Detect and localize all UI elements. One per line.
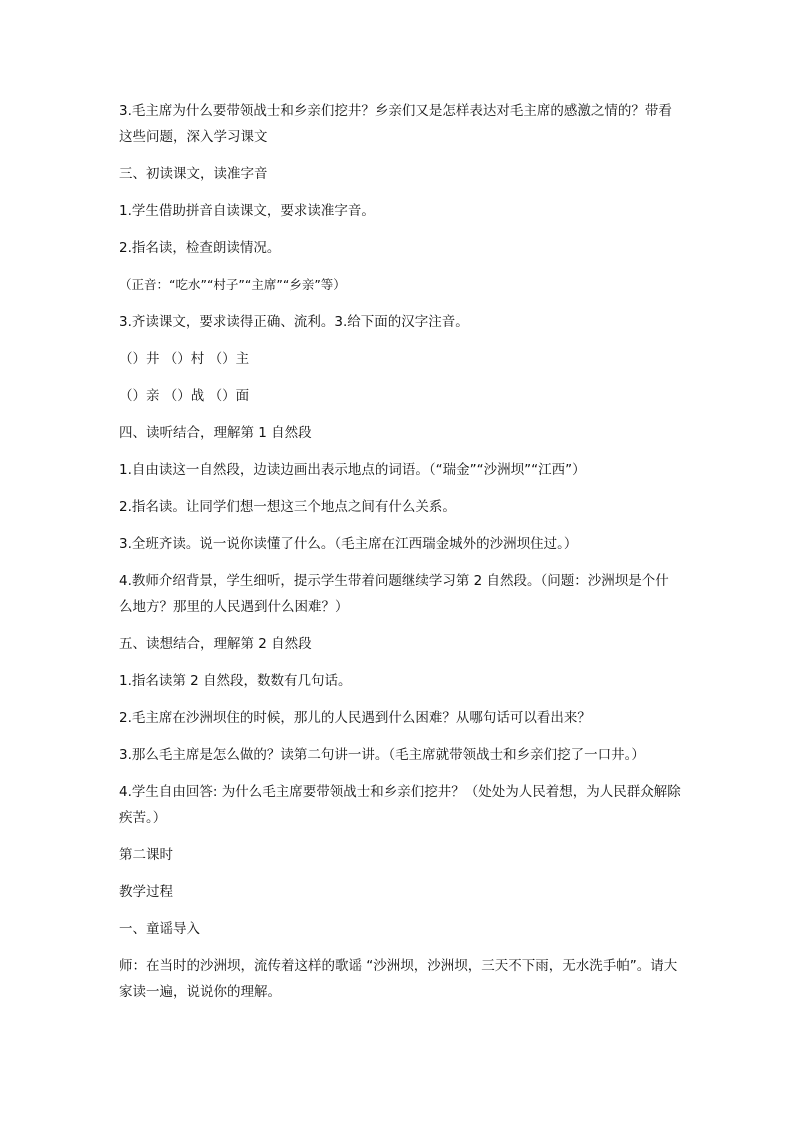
paragraph-step: 3.那么毛主席是怎么做的？读第二句讲一讲。（毛主席就带领战士和乡亲们挖了一口井。） [119,747,645,763]
paragraph-step: 1.指名读第 2 自然段，数数有几句话。 [119,673,352,689]
paragraph-questions: 3.毛主席为什么要带领战士和乡亲们挖井？乡亲们又是怎样表达对毛主席的感激之情的？带看这些问题，深入学习课文 [119,103,672,145]
section-heading-3: 三、初读课文，读准字音 [119,166,268,182]
paragraph-step: 4.学生自由回答: 为什么毛主席要带领战士和乡亲们挖井？（处处为人民着想，为人民群众解除疾苦。） [119,784,681,826]
process-heading: 教学过程 [119,884,173,900]
paragraph-step: 4.教师介绍背景，学生细听，提示学生带着问题继续学习第 2 自然段。（问题：沙洲坝是个什么地方？那里的人民遇到什么困难？） [119,573,669,615]
pinyin-exercise-row: （）井 （）村 （）主 [119,351,250,367]
section-heading-5: 五、读想结合，理解第 2 自然段 [119,636,312,652]
paragraph-note: （正音：“吃水”“村子”“主席”“乡亲”等） [119,277,346,292]
section-heading-1: 一、童谣导入 [119,921,200,937]
lesson-heading: 第二课时 [119,847,173,863]
section-heading-4: 四、读听结合，理解第 1 自然段 [119,425,312,441]
pinyin-exercise-row: （）亲 （）战 （）面 [119,388,250,404]
paragraph-step: 1.学生借助拼音自读课文，要求读准字音。 [119,203,375,219]
paragraph-step: 2.指名读，检查朗读情况。 [119,240,281,256]
paragraph-step: 1.自由读这一自然段，边读边画出表示地点的词语。（“瑞金”“沙洲坝”“江西”） [119,462,586,478]
paragraph-step: 2.指名读。让同学们想一想这三个地点之间有什么关系。 [119,499,456,515]
paragraph-step: 2.毛主席在沙洲坝住的时候，那儿的人民遇到什么困难？从哪句话可以看出来？ [119,710,591,726]
paragraph-step: 3.齐读课文，要求读得正确、流利。3.给下面的汉字注音。 [119,314,469,330]
paragraph-step: 3.全班齐读。说一说你读懂了什么。（毛主席在江西瑞金城外的沙洲坝住过。） [119,536,578,552]
paragraph-teacher: 师：在当时的沙洲坝，流传着这样的歌谣 “沙洲坝，沙洲坝，三天不下雨，无水洗手帕”。请大家读一遍，说说你的理解。 [119,958,678,1000]
